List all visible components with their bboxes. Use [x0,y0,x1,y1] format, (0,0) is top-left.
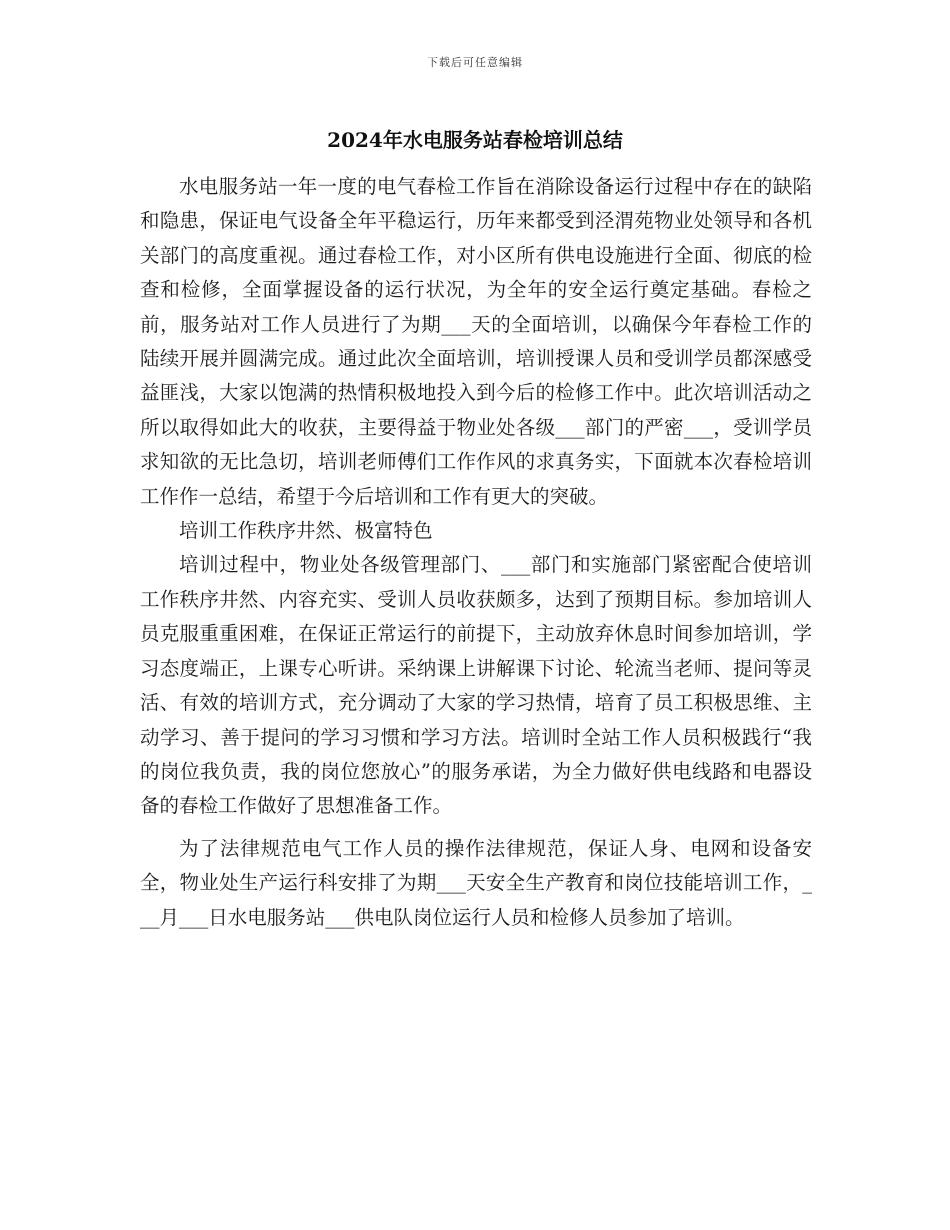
paragraph-safety-training: 为了法律规范电气工作人员的操作法律规范，保证人身、电网和设备安全，物业处生产运行科安排了为期___天安全生产教育和岗位技能培训工作，___月___日水电服务站___供电队岗位运行人员和检修人员参加了培训。 [140,836,812,929]
paragraph-intro: 水电服务站一年一度的电气春检工作旨在消除设备运行过程中存在的缺陷和隐患，保证电气设备全年平稳运行，历年来都受到泾渭苑物业处领导和各机关部门的高度重视。通过春检工作，对小区所有供电设施进行全面、彻底的检查和检修，全面掌握设备的运行状况，为全年的安全运行奠定基础。春检之前，服务站对工作人员进行了为期___天的全面培训，以确保今年春检工作的陆续开展并圆满完成。通过此次全面培训，培训授课人员和受训学员都深感受益匪浅，大家以饱满的热情积极地投入到今后的检修工作中。此次培训活动之所以取得如此大的收获，主要得益于物业处各级___部门的严密___，受训学员求知欲的无比急切，培训老师傅们工作作风的求真务实，下面就本次春检培训工作作一总结，希望于今后培训和工作有更大的突破。 [140,175,812,508]
section-heading: 培训工作秩序井然、极富特色 [179,519,433,543]
document-body [140,170,812,935]
document-title: 2024年水电服务站春检培训总结 [327,128,623,152]
paragraph-training-process: 培训过程中，物业处各级管理部门、___部门和实施部门紧密配合使培训工作秩序井然、内容充实、受训人员收获颇多，达到了预期目标。参加培训人员克服重重困难，在保证正常运行的前提下，主动放弃休息时间参加培训，学习态度端正，上课专心听讲。采纳课上讲解课下讨论、轮流当老师、提问等灵活、有效的培训方式，充分调动了大家的学习热情，培育了员工积极思维、主动学习、善于提问的学习习惯和学习方法。培训时全站工作人员积极践行“我的岗位我负责，我的岗位您放心”的服务承诺，为全力做好供电线路和电器设备的春检工作做好了思想准备工作。 [140,553,812,818]
header-note: 下载后可任意编辑 [427,56,523,69]
